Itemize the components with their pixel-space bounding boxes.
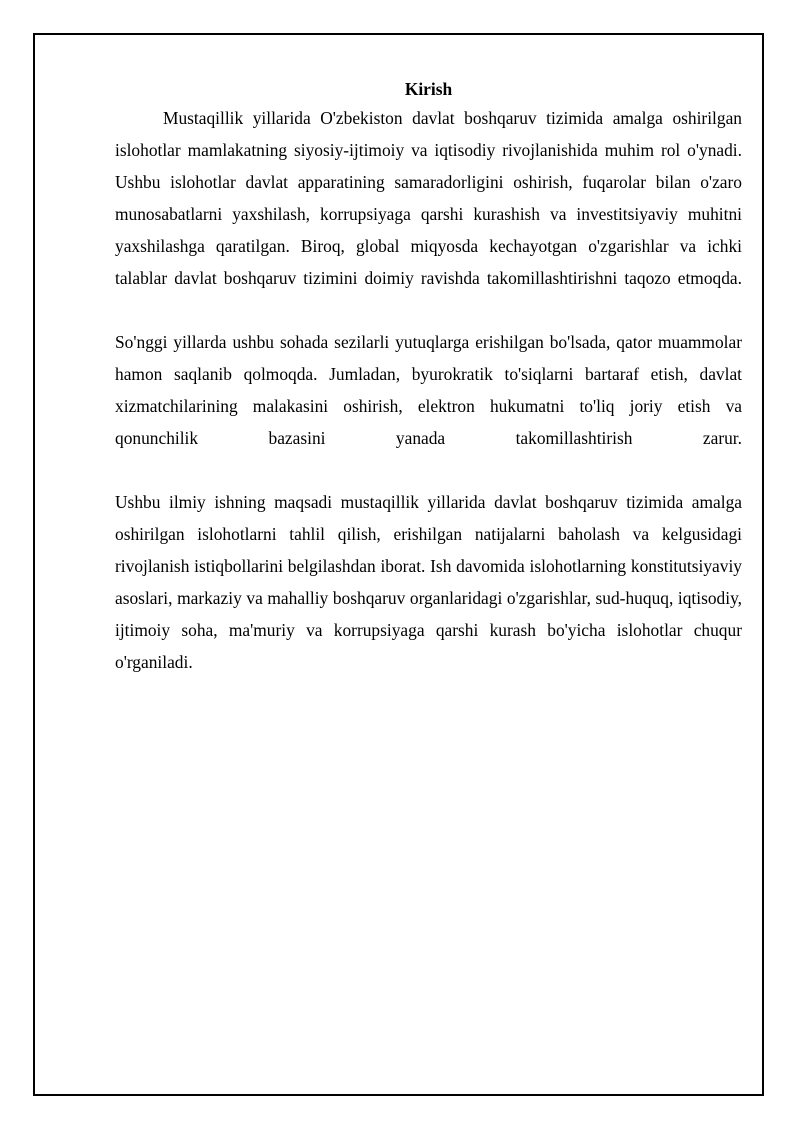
paragraph-purpose: Ushbu ilmiy ishning maqsadi mustaqillik yillarida davlat boshqaruv tizimida amalga oshirilgan islohotlarni tahlil qilish, erishilgan natijalarni baholash va kelgusidagi rivojlanish istiqbollarini belgilashdan iborat. Ish davomida islohotlarning konstitutsiyaviy asoslari, markaziy va mahalliy boshqaruv organlaridagi o'zgarishlar, sud-huquq, iqtisodiy, ijtimoiy soha, ma'muriy va korrupsiyaga qarshi kurash bo'yicha islohotlar chuqur o'rganiladi. [115, 492, 742, 672]
paragraph-problems: So'nggi yillarda ushbu sohada sezilarli yutuqlarga erishilgan bo'lsada, qator muammolar hamon saqlanib qolmoqda. Jumladan, byurokratik to'siqlarni bartaraf etish, davlat xizmatchilarining malakasini oshirish, elektron hukumatni to'liq joriy etish va qonunchilik bazasini yanada takomillashtirish zarur. [115, 332, 742, 448]
paragraph-intro: Mustaqillik yillarida O'zbekiston davlat boshqaruv tizimida amalga oshirilgan islohotlar mamlakatning siyosiy-ijtimoiy va iqtisodiy rivojlanishida muhim rol o'ynadi. Ushbu islohotlar davlat apparatining samaradorligini oshirish, fuqarolar bilan o'zaro munosabatlarni yaxshilash, korrupsiyaga qarshi kurashish va investitsiyaviy muhitni yaxshilashga qaratilgan. Biroq, global miqyosda kechayotgan o'zgarishlar va ichki talablar davlat boshqaruv tizimini doimiy ravishda takomillashtirishni taqozo etmoqda. [115, 108, 742, 288]
document-body [115, 76, 742, 710]
document-title: Kirish [404, 79, 453, 99]
